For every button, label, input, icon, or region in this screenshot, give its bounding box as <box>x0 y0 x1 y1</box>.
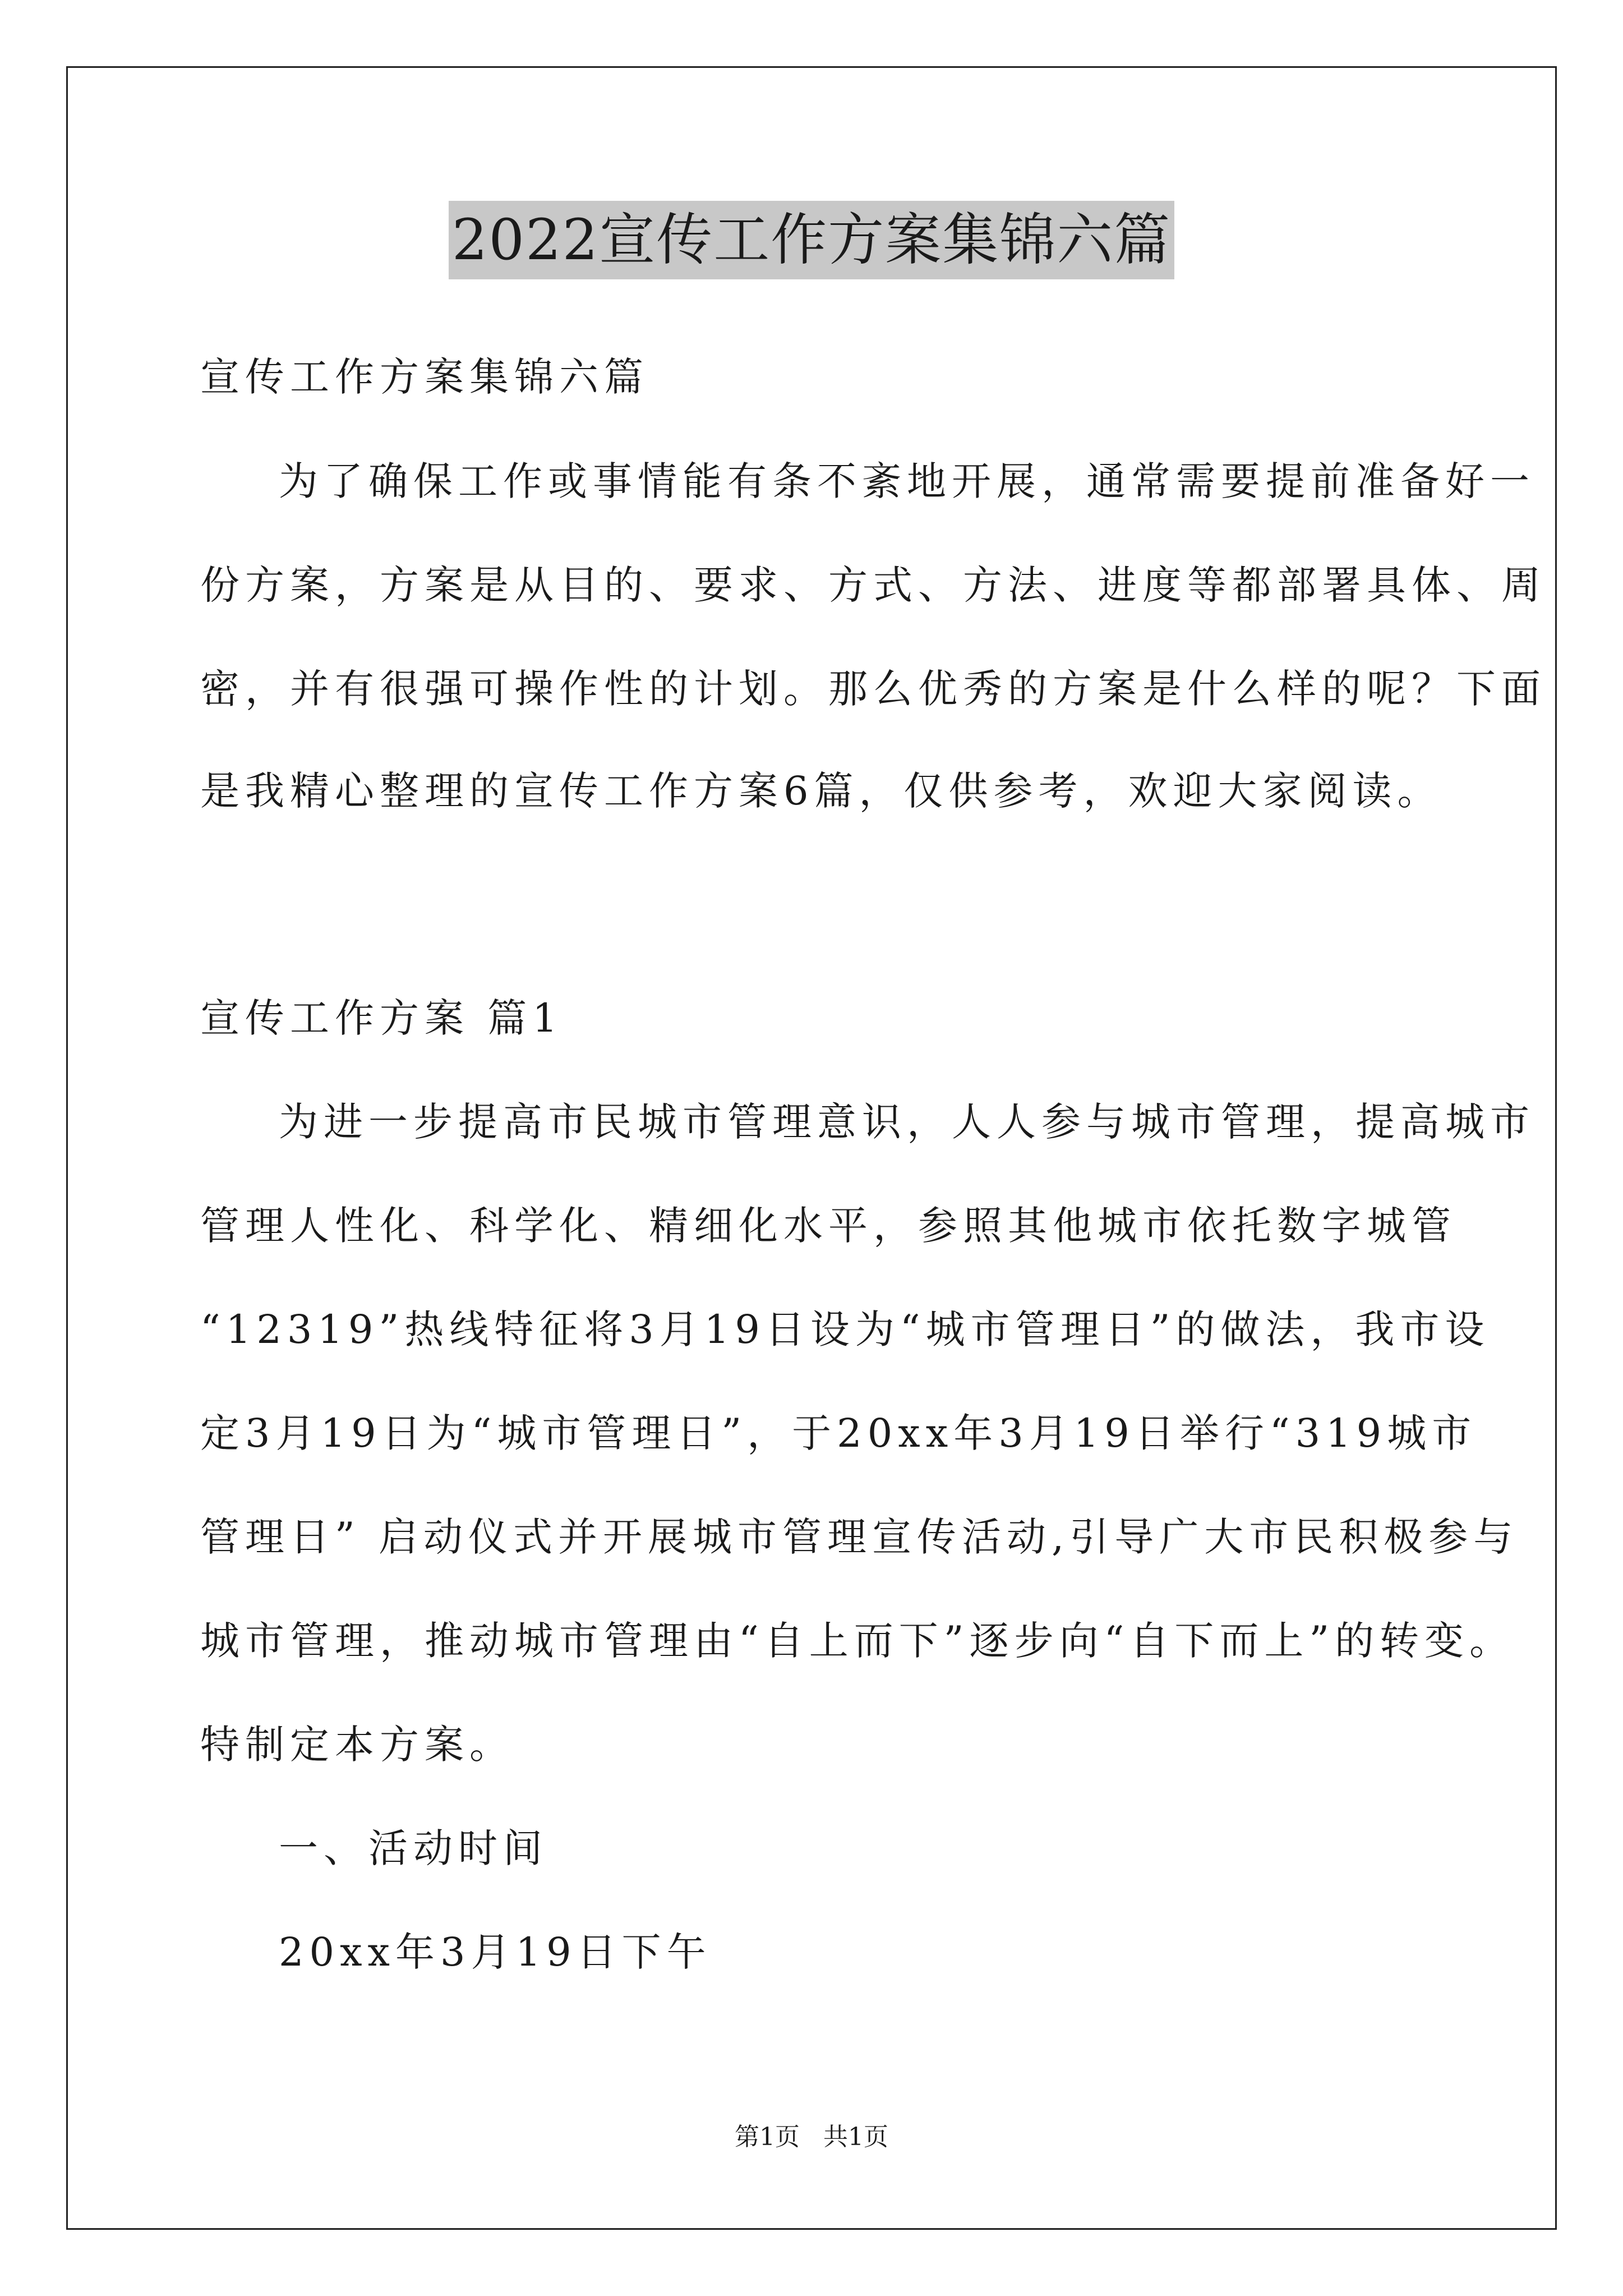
document-title: 2022宣传工作方案集锦六篇 <box>449 201 1175 279</box>
section-line-7: 特制定本方案。 <box>200 1722 514 1768</box>
title-container <box>0 201 1623 279</box>
page-footer: 第1页 共1页 <box>735 2123 888 2151</box>
section-line-2: 管理人性化、科学化、精细化水平，参照其他城市依托数字城管 <box>200 1203 1456 1249</box>
intro-line-3: 密，并有很强可操作性的计划。那么优秀的方案是什么样的呢？下面 <box>200 666 1546 712</box>
section-line-3: “12319”热线特征将3月19日设为“城市管理日”的做法，我市设 <box>200 1306 1490 1352</box>
section-heading: 宣传工作方案 篇1 <box>200 995 563 1041</box>
intro-line-4: 是我精心整理的宣传工作方案6篇，仅供参考，欢迎大家阅读。 <box>200 768 1442 814</box>
section-line-4: 定3月19日为“城市管理日”，于20xx年3月19日举行“319城市 <box>200 1410 1477 1456</box>
section-line-5: 管理日” 启动仪式并开展城市管理宣传活动,引导广大市民积极参与 <box>200 1514 1519 1560</box>
item-heading: 一、活动时间 <box>279 1825 548 1871</box>
intro-line-2: 份方案，方案是从目的、要求、方式、方法、进度等都部署具体、周 <box>200 562 1546 608</box>
intro-line-1: 为了确保工作或事情能有条不紊地开展，通常需要提前准备好一 <box>279 458 1535 504</box>
item-value: 20xx年3月19日下午 <box>279 1929 712 1975</box>
section-line-6: 城市管理，推动城市管理由“自上而下”逐步向“自下而上”的转变。 <box>200 1618 1515 1664</box>
document-subtitle: 宣传工作方案集锦六篇 <box>200 354 649 400</box>
section-line-1: 为进一步提高市民城市管理意识，人人参与城市管理，提高城市 <box>279 1099 1535 1145</box>
